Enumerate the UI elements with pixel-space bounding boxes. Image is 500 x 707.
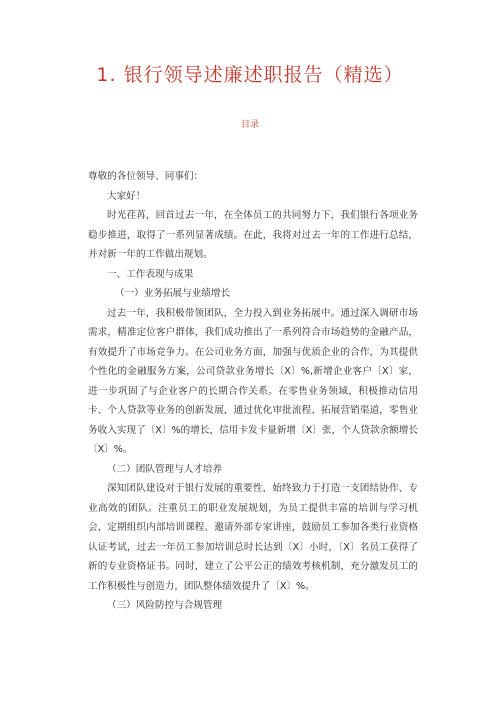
section-heading: 一、工作表现与成果	[107, 268, 194, 280]
body-paragraph: 深知团队建设对于银行发展的重要性，始终致力于打造一支团结协作、专业高效的团队。注重员工的职业发展规划，为员工提供丰富的培训与学习机会，定期组织内部培训课程、邀请外部专家讲座，鼓励员工参加各类行业资格认证考试，过去一年员工参加培训总时长达到〔X〕小时，〔X〕名员工获得了新的专业资格证书。同时，建立了公平公正的绩效考核机制，充分激发员工的工作积极性与创造力，团队整体绩效提升了〔X〕%。	[88, 483, 418, 592]
salutation: 尊敬的各位领导、同事们：	[88, 171, 204, 182]
document-title: 1. 银行领导述廉述职报告（精选）	[96, 64, 404, 86]
intro-paragraph: 时光荏苒，回首过去一年，在全体员工的共同努力下，我们银行各项业务稳步推进，取得了一系列显著成绩。在此，我将对过去一年的工作进行总结，并对新一年的工作做出规划。	[88, 210, 418, 260]
document-body	[88, 167, 418, 616]
subsection-heading: （一）业务拓展与业绩增长	[115, 288, 231, 299]
subsection-heading: （二）团队管理与人才培养	[107, 463, 223, 475]
body-paragraph: 过去一年，我积极带领团队，全力投入到业务拓展中。通过深入调研市场需求，精准定位客户群体，我们成功推出了一系列符合市场趋势的金融产品，有效提升了市场竞争力。在公司业务方面，加强与优质企业的合作，为其提供个性化的金融服务方案，公司贷款业务增长〔X〕%,新增企业客户〔X〕家，进一步巩固了与企业客户的长期合作关系。在零售业务领域，积极推动信用卡、个人贷款等业务的创新发展，通过优化审批流程、拓展营销渠道，零售业务收入实现了〔X〕%的增长，信用卡发卡量新增〔X〕张，个人贷款余额增长〔X〕%。	[88, 307, 418, 455]
subsection-heading: （三）风险防控与合规管理	[107, 600, 223, 611]
greeting: 大家好！	[107, 190, 146, 202]
toc-link[interactable]: 目录	[240, 120, 259, 130]
